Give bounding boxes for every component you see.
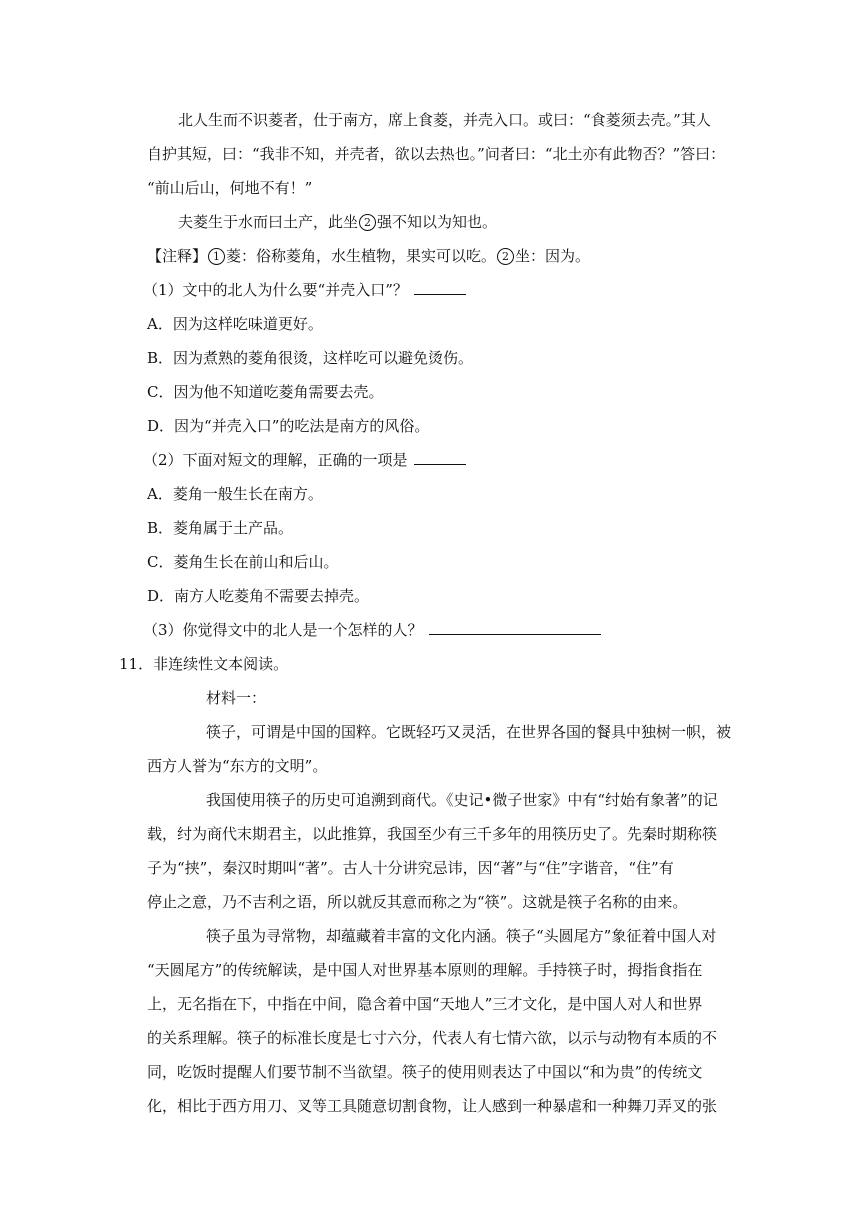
material-line: 化，相比于西方用刀、叉等工具随意切割食物，让人感到一种暴虐和一种舞刀弄叉的张 bbox=[147, 1097, 718, 1115]
option-a: A．菱角一般生长在南方。 bbox=[147, 485, 323, 503]
option-c: C．因为他不知道吃菱角需要去壳。 bbox=[147, 383, 384, 401]
option-b: B．因为煮熟的菱角很烫，这样吃可以避免烫伤。 bbox=[147, 349, 474, 367]
question-title: 11．非连续性文本阅读。 bbox=[119, 655, 289, 673]
note-text: 坐：因为。 bbox=[515, 247, 591, 265]
material-line: “天圆尾方”的传统解读，是中国人对世界基本原则的理解。手持筷子时，拇指食指在 bbox=[147, 961, 703, 979]
passage-line: “前山后山，何地不有！” bbox=[147, 179, 313, 197]
material-line: 的关系理解。筷子的标准长度是七寸六分，代表人有七情六欲，以示与动物有本质的不 bbox=[147, 1029, 718, 1047]
material-label: 材料一： bbox=[206, 689, 267, 707]
annotation-note bbox=[147, 246, 590, 266]
material-line: 载，纣为商代末期君主，以此推算，我国至少有三千多年的用筷历史了。先秦时期称筷 bbox=[147, 825, 718, 843]
passage-line bbox=[178, 212, 497, 232]
annotation-mark: 1 bbox=[208, 248, 225, 265]
answer-blank[interactable] bbox=[414, 450, 466, 465]
material-line: 筷子虽为寻常物，却蕴藏着丰富的文化内涵。筷子“头圆尾方”象征着中国人对 bbox=[206, 927, 717, 945]
annotation-mark: 2 bbox=[497, 248, 514, 265]
question-stem bbox=[143, 450, 466, 470]
question-stem-text: （1）文中的北人为什么要“并壳入口”？ bbox=[143, 281, 408, 299]
question-stem-text: （3）你觉得文中的北人是一个怎样的人？ bbox=[143, 621, 423, 639]
question-stem bbox=[143, 620, 601, 640]
question-stem-text: （2）下面对短文的理解，正确的一项是 bbox=[143, 451, 408, 469]
material-line: 上，无名指在下，中指在中间，隐含着中国“天地人”三才文化，是中国人对人和世界 bbox=[147, 995, 703, 1013]
material-line: 停止之意，乃不吉利之语，所以就反其意而称之为“筷”。这就是筷子名称的由来。 bbox=[147, 893, 688, 911]
answer-blank[interactable] bbox=[414, 280, 466, 295]
option-d: D．南方人吃菱角不需要去掉壳。 bbox=[147, 587, 370, 605]
option-b: B．菱角属于土产品。 bbox=[147, 519, 294, 537]
note-text: 菱：俗称菱角，水生植物，果实可以吃。 bbox=[226, 247, 497, 265]
answer-blank[interactable] bbox=[429, 620, 601, 635]
material-line: 西方人誉为“东方的文明”。 bbox=[147, 757, 328, 775]
passage-line: 自护其短，曰：“我非不知，并壳者，欲以去热也。”问者曰：“北土亦有此物否？”答曰： bbox=[147, 145, 726, 163]
material-line: 同，吃饭时提醒人们要节制不当欲望。筷子的使用则表达了中国以“和为贵”的传统文 bbox=[147, 1063, 703, 1081]
passage-text: 强不知以为知也。 bbox=[377, 213, 498, 231]
material-line: 筷子，可谓是中国的国粹。它既轻巧又灵活，在世界各国的餐具中独树一帜，被 bbox=[206, 723, 732, 741]
passage-line: 北人生而不识菱者，仕于南方，席上食菱，并壳入口。或曰：“食菱须去壳。”其人 bbox=[178, 111, 711, 129]
option-c: C．菱角生长在前山和后山。 bbox=[147, 553, 339, 571]
annotation-mark: 2 bbox=[359, 214, 376, 231]
material-line: 我国使用筷子的历史可追溯到商代。《史记•微子世家》中有“纣始有象著”的记 bbox=[206, 791, 718, 809]
note-label: 【注释】 bbox=[147, 247, 208, 265]
option-d: D．因为“并壳入口”的吃法是南方的风俗。 bbox=[147, 417, 430, 435]
material-line: 子为“挟”，秦汉时期叫“著”。古人十分讲究忌讳，因“著”与“住”字谐音，“住”有 bbox=[147, 859, 674, 877]
passage-text: 夫菱生于水而曰土产，此坐 bbox=[178, 213, 359, 231]
question-stem bbox=[143, 280, 466, 300]
option-a: A．因为这样吃味道更好。 bbox=[147, 315, 323, 333]
